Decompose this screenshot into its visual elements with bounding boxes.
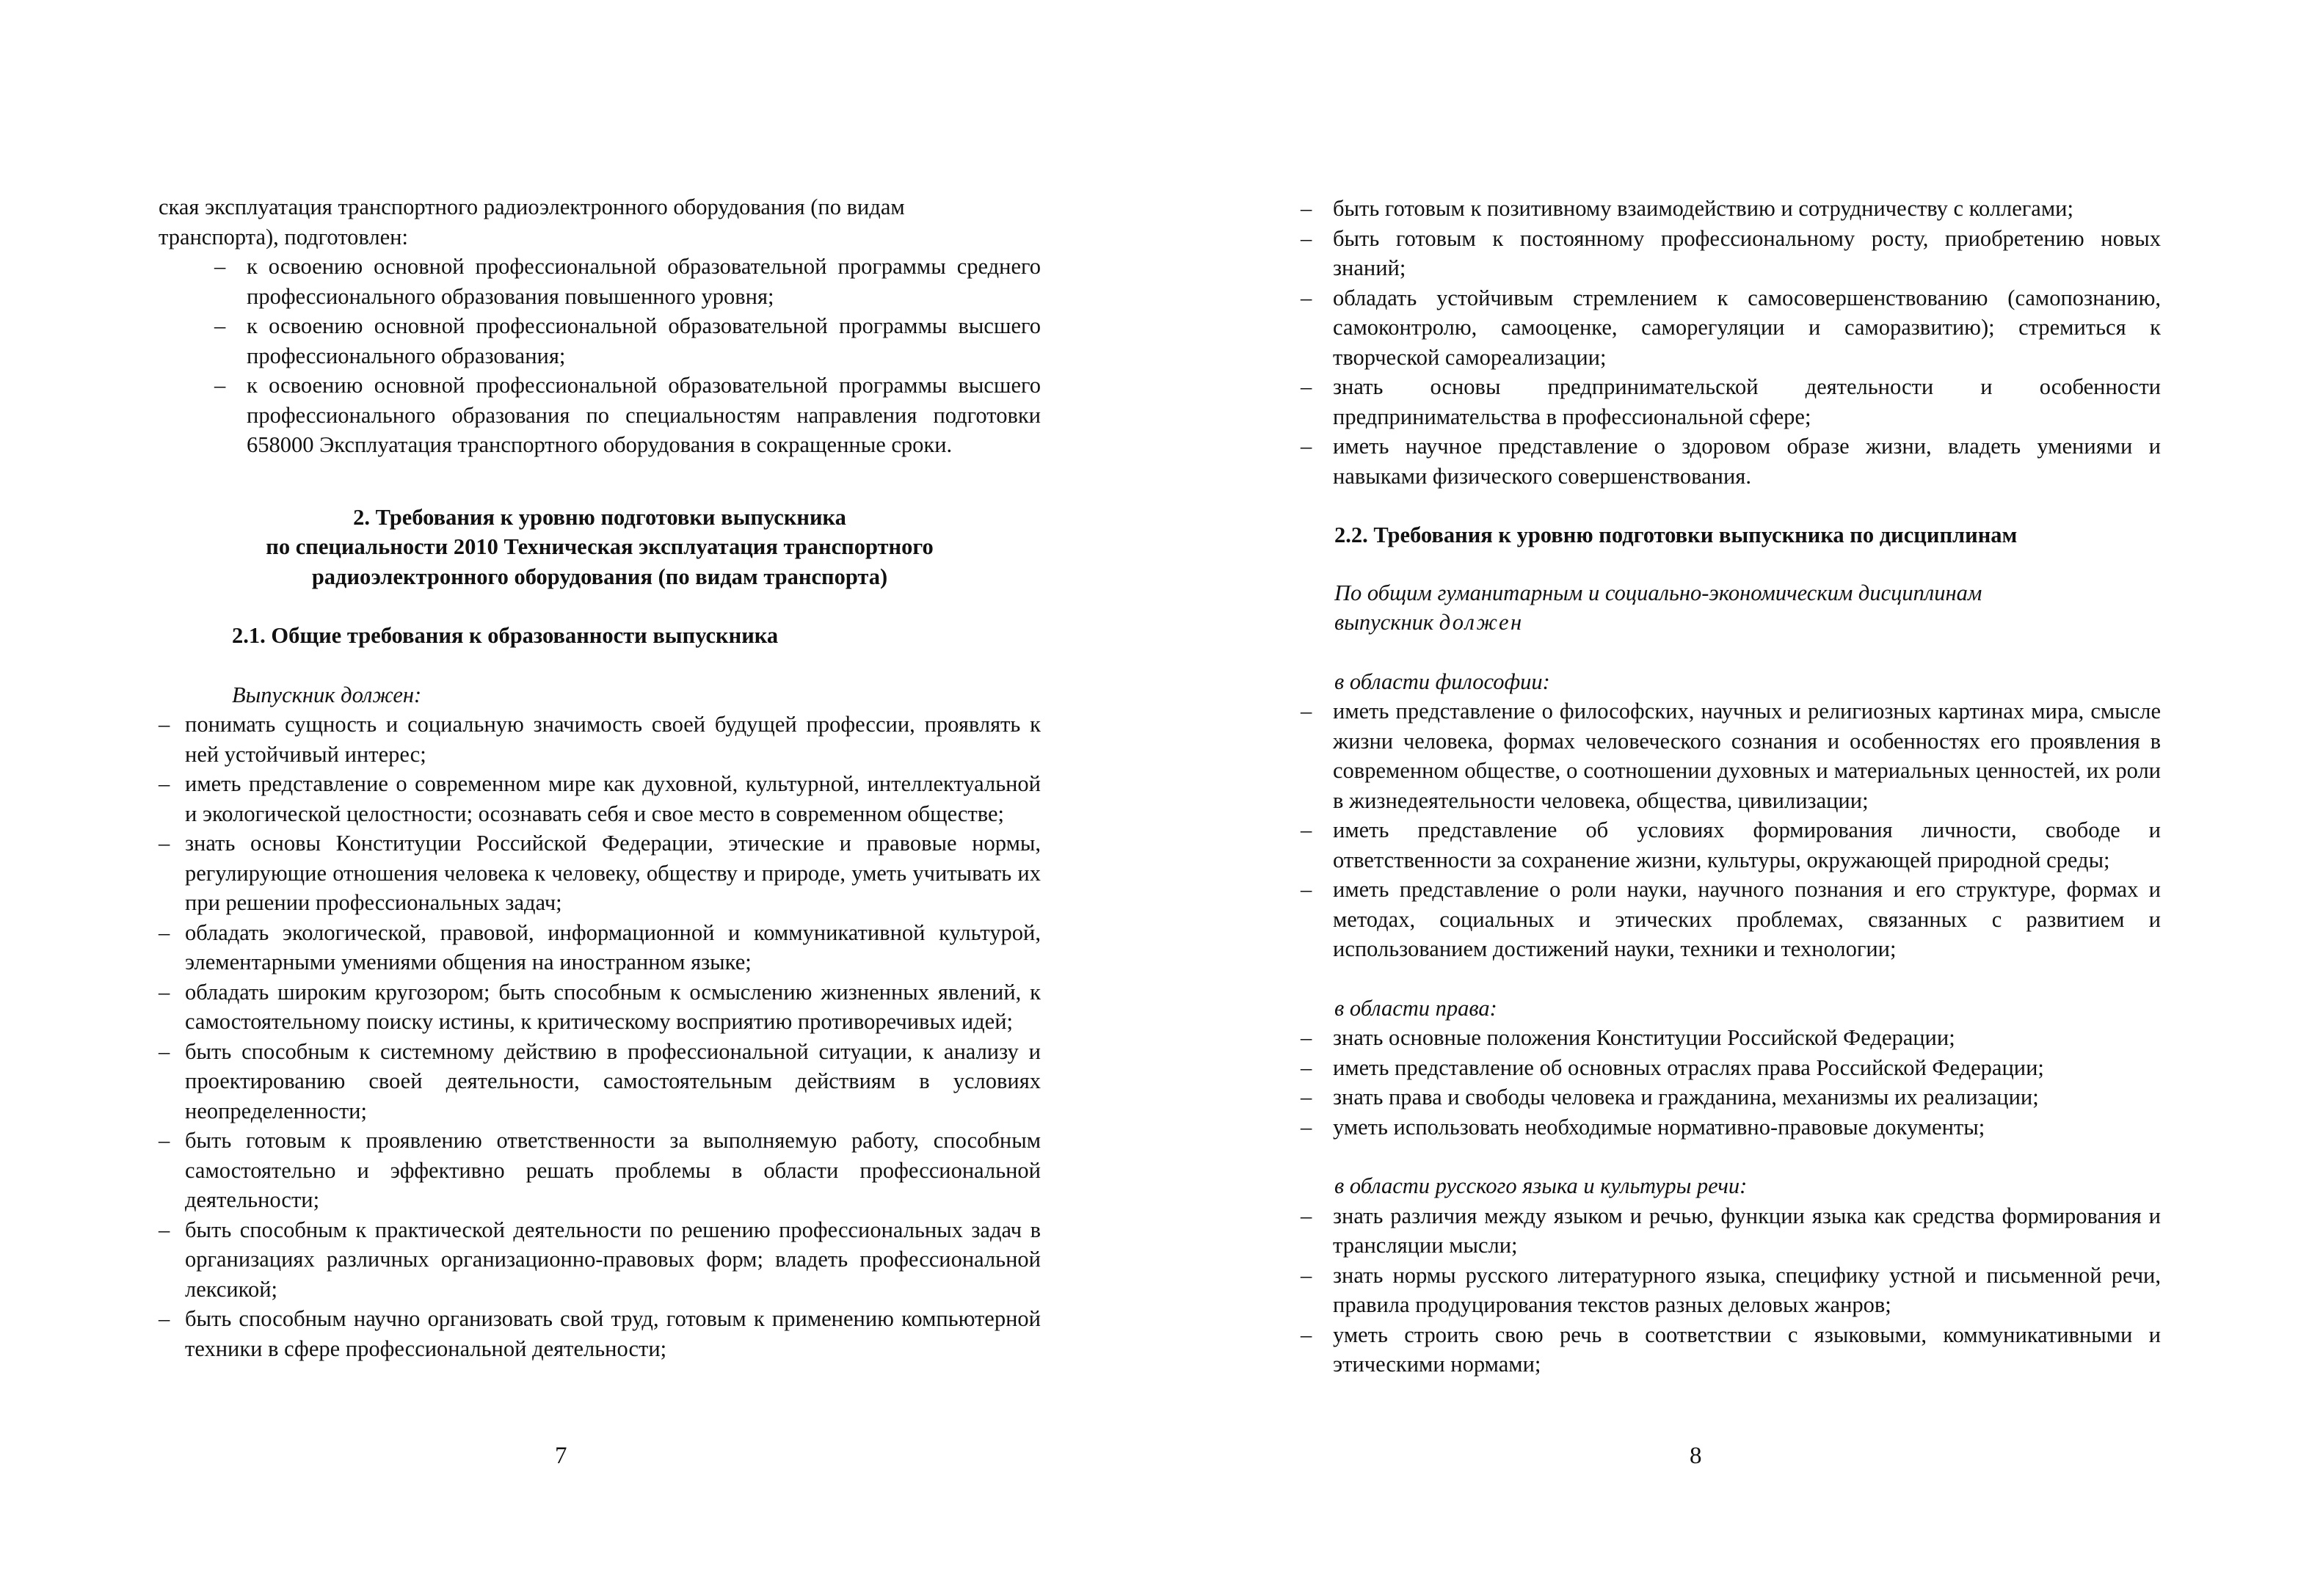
list-item: – знать различия между языком и речью, функции языка как средства формирования и трансляции мысли;: [1301, 1201, 2161, 1261]
left-page-column: [159, 192, 1041, 1363]
preparation-list: [214, 252, 1041, 460]
law-list: [1301, 1023, 2161, 1142]
list-item: – быть готовым к постоянному профессиональному росту, приобретению новых знаний;: [1301, 224, 2161, 283]
section-heading-line: радиоэлектронного оборудования (по видам транспорта): [311, 564, 888, 589]
page-number-right: 8: [1690, 1443, 1702, 1469]
list-item: – к освоению основной профессиональной образовательной программы среднего профессионального образования повышенного уровня;: [214, 252, 1041, 311]
list-item: – иметь представление о современном мире как духовной, культурной, интеллектуальной и экологической целостности; осознавать себя и свое место в современном обществе;: [106, 769, 1041, 828]
list-item: – знать основные положения Конституции Российской Федерации;: [1301, 1023, 2161, 1053]
right-page-column: [1334, 194, 2161, 1380]
list-item: – быть готовым к позитивному взаимодействию и сотрудничеству с коллегами;: [1301, 194, 2161, 224]
disciplines-intro-line: По общим гуманитарным и социально-экономическим дисциплинам: [1334, 580, 1982, 605]
list-item: – уметь использовать необходимые нормативно-правовые документы;: [1301, 1112, 2161, 1143]
russian-list: [1301, 1201, 2161, 1380]
intro-prefix: выпускник: [1334, 610, 1439, 635]
area-title-philosophy: в области философии:: [1334, 668, 1550, 694]
disciplines-intro: [1334, 578, 2161, 638]
section-heading-line: 2. Требования к уровню подготовки выпускника: [353, 504, 846, 530]
list-item: – быть способным к практической деятельности по решению профессиональных задач в организациях различных организационно-правовых форм; владеть профессиональной лексикой;: [106, 1215, 1041, 1305]
list-item: – к освоению основной профессиональной образовательной программы высшего профессионального образования;: [214, 311, 1041, 371]
list-item: – знать нормы русского литературного языка, специфику устной и письменной речи, правила продуцирования текстов разных деловых жанров;: [1301, 1261, 2161, 1320]
list-item: – уметь строить свою речь в соответствии с языковыми, коммуникативными и этическими нормами;: [1301, 1320, 2161, 1380]
subsection-heading-2-2: 2.2. Требования к уровню подготовки выпускника по дисциплинам: [1334, 522, 2018, 547]
list-item: – иметь представление о философских, научных и религиозных картинах мира, смысле жизни человека, формах человеческого сознания и особенностях его проявления в современном обществе, о соотношении духовных и материальных ценностей, их роли в жизнедеятельности человека, общества, цивилизации;: [1301, 696, 2161, 815]
subsection-heading-2-1: 2.1. Общие требования к образованности выпускника: [232, 623, 779, 648]
page-number-left: 7: [555, 1443, 567, 1469]
list-item: – быть способным научно организовать свой труд, готовым к применению компьютерной техники в сфере профессиональной деятельности;: [106, 1304, 1041, 1363]
list-item: – быть способным к системному действию в профессиональной ситуации, к анализу и проектированию своей деятельности, самостоятельным действиям в условиях неопределенности;: [106, 1037, 1041, 1126]
area-title-law: в области права:: [1334, 995, 1497, 1021]
intro-line-2: транспорта), подготовлен:: [159, 224, 408, 249]
continued-requirements-list: [1301, 194, 2161, 491]
disciplines-intro-line: [1334, 608, 2161, 638]
list-item: – иметь представление о роли науки, научного познания и его структуре, формах и методах, социальных и этических проблемах, связанных с развитием и использованием достижений науки, техники и технологии;: [1301, 875, 2161, 964]
list-item: – обладать устойчивым стремлением к самосовершенствованию (самопознанию, самоконтролю, самооценке, саморегуляции и саморазвитию); стремиться к творческой самореализации;: [1301, 283, 2161, 373]
list-item: – иметь научное представление о здоровом образе жизни, владеть умениями и навыками физического совершенствования.: [1301, 431, 2161, 491]
list-item: – к освоению основной профессиональной образовательной программы высшего профессионального образования по специальностям направления подготовки 658000 Эксплуатация транспортного оборудования в сокращенные сроки.: [214, 371, 1041, 460]
area-title-russian: в области русского языка и культуры речи:: [1334, 1173, 1748, 1198]
philosophy-list: [1301, 696, 2161, 964]
section-heading-line: по специальности 2010 Техническая эксплуатация транспортного: [266, 534, 934, 559]
list-item: – иметь представление об основных отраслях права Российской Федерации;: [1301, 1053, 2161, 1083]
list-item: – иметь представление об условиях формирования личности, свободе и ответственности за сохранение жизни, культуры, окружающей природной среды;: [1301, 815, 2161, 875]
list-item: – обладать экологической, правовой, информационной и коммуникативной культурой, элементарными умениями общения на иностранном языке;: [106, 918, 1041, 977]
intro-spaced-word: должен: [1439, 610, 1524, 635]
list-item: – знать основы предпринимательской деятельности и особенности предпринимательства в профессиональной сфере;: [1301, 372, 2161, 431]
intro-line-1: ская эксплуатация транспортного радиоэлектронного оборудования (по видам: [159, 194, 905, 219]
section-heading: [159, 503, 1041, 592]
list-item: – понимать сущность и социальную значимость своей будущей профессии, проявлять к ней устойчивый интерес;: [106, 710, 1041, 769]
list-item: – знать основы Конституции Российской Федерации, этические и правовые нормы, регулирующие отношения человека к человеку, обществу и природе, уметь учитывать их при решении профессиональных задач;: [106, 828, 1041, 918]
list-item: – знать права и свободы человека и гражданина, механизмы их реализации;: [1301, 1082, 2161, 1112]
requirements-list: [106, 710, 1041, 1363]
lead-text: Выпускник должен:: [232, 682, 422, 707]
list-item: – обладать широким кругозором; быть способным к осмыслению жизненных явлений, к самостоятельному поиску истины, к критическому восприятию противоречивых идей;: [106, 977, 1041, 1037]
list-item: – быть готовым к проявлению ответственности за выполняемую работу, способным самостоятельно и эффективно решать проблемы в области профессиональной деятельности;: [106, 1126, 1041, 1215]
